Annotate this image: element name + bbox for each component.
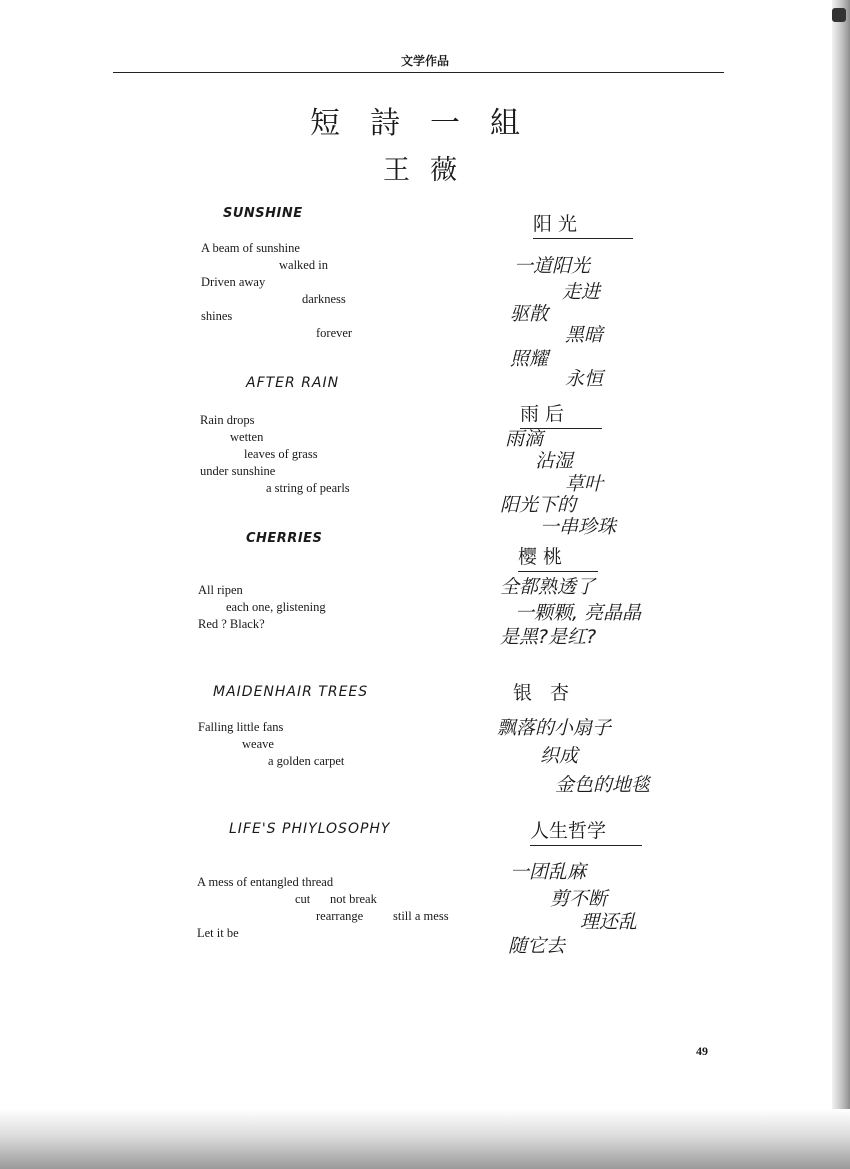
poem-line-cn: 织成 — [540, 745, 579, 767]
poem-line-en: walked in — [279, 258, 328, 272]
poem-line-en: Red ? Black? — [198, 617, 265, 631]
poem-line-cn: 一团乱麻 — [510, 861, 587, 883]
header-rule — [113, 72, 724, 73]
poem-line-en: Let it be — [197, 926, 239, 940]
poem-line-cn: 沾湿 — [535, 450, 574, 472]
poem-line-cn: 剪不断 — [550, 888, 608, 910]
poem-line-en: A mess of entangled thread — [197, 875, 334, 889]
poem-line-cn: 阳光下的 — [500, 494, 577, 516]
poem-line-en: wetten — [230, 430, 264, 444]
poem-line-cn: 理还乱 — [580, 911, 638, 933]
page-edge-shadow — [832, 0, 850, 1169]
page-number: 49 — [696, 1044, 708, 1058]
poem-line-en: forever — [316, 326, 353, 340]
poem-title-en: LIFE'S PHIYLOSOPHY — [229, 821, 391, 837]
poem-title-en: SUNSHINE — [223, 206, 303, 221]
poem-line-en: a string of pearls — [266, 481, 350, 495]
poem-line-cn: 永恒 — [565, 368, 604, 390]
poem-line-cn: 一道阳光 — [514, 255, 591, 277]
poem-line-cn: 随它去 — [508, 935, 566, 957]
poem-title-cn: 樱 桃 — [518, 542, 598, 572]
poem-line-en: rearrange — [316, 909, 364, 923]
corner-mark — [832, 8, 846, 22]
poem-line-cn: 金色的地毯 — [555, 774, 651, 796]
poem-line-en: shines — [201, 309, 233, 323]
poem-line-cn: 黑暗 — [565, 324, 604, 346]
author-name: 王薇 — [383, 155, 477, 186]
poem-line-en: Rain drops — [200, 413, 255, 427]
poem-line-cn: 雨滴 — [505, 428, 544, 450]
poem-line-cn: 照耀 — [510, 348, 549, 370]
page-bottom-shadow — [0, 1109, 850, 1169]
poem-line-en: weave — [242, 737, 274, 751]
poem-title-cn: 银 杏 — [513, 682, 576, 704]
poem-line-en: Falling little fans — [198, 720, 284, 734]
poem-line-cn: 驱散 — [510, 303, 549, 325]
poem-line-cn: 飘落的小扇子 — [497, 717, 612, 739]
poem-line-cn: 是黑?是红? — [500, 626, 597, 648]
poem-line-en: each one, glistening — [226, 600, 326, 614]
poem-line-cn: 一颗颗, 亮晶晶 — [515, 602, 642, 624]
poem-title-en: AFTER RAIN — [246, 375, 340, 391]
section-header: 文学作品 — [400, 54, 449, 68]
poem-title-cn: 人生哲学 — [530, 816, 642, 846]
poem-line-en: not break — [330, 892, 377, 906]
poem-line-cn: 草叶 — [565, 473, 604, 495]
poem-title-cn: 阳 光 — [533, 209, 633, 239]
poem-line-cn: 全都熟透了 — [500, 576, 596, 598]
poem-line-cn: 走进 — [562, 281, 601, 303]
poem-title-en: CHERRIES — [246, 531, 323, 546]
poem-line-en: Driven away — [201, 275, 266, 289]
poem-line-en: cut — [295, 892, 311, 906]
page-title: 短詩一組 — [310, 106, 550, 141]
poem-line-en: darkness — [302, 292, 346, 306]
poem-line-en: under sunshine — [200, 464, 276, 478]
poem-title-en: MAIDENHAIR TREES — [213, 684, 369, 700]
poem-line-en: still a mess — [393, 909, 449, 923]
poem-title-cn: 雨 后 — [520, 399, 602, 429]
poem-line-en: a golden carpet — [268, 754, 345, 768]
poem-line-en: All ripen — [198, 583, 243, 597]
poem-line-en: A beam of sunshine — [201, 241, 300, 255]
poem-line-en: leaves of grass — [244, 447, 318, 461]
poem-line-cn: 一串珍珠 — [540, 516, 617, 538]
